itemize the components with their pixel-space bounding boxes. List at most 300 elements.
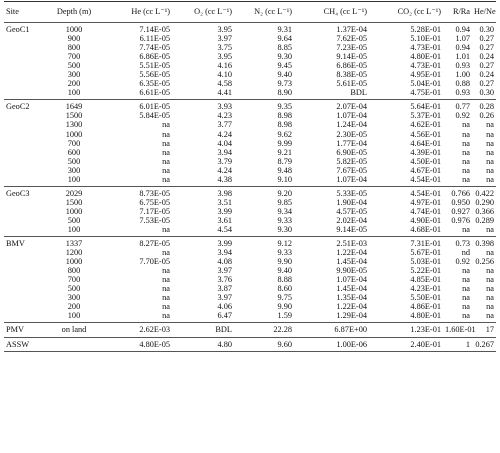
he-cell: 6.61E-05	[100, 88, 172, 100]
site-cell	[4, 216, 48, 225]
r-ra-cell: na	[462, 120, 470, 130]
site-cell	[4, 257, 48, 266]
he-ne-cell: 0.256	[475, 257, 494, 267]
he-cell: na	[162, 293, 170, 303]
o2-cell: 3.87	[217, 284, 232, 294]
n2-cell: 9.90	[277, 257, 292, 267]
co2-cell: 4.74E-01	[410, 206, 441, 216]
site-cell	[4, 293, 48, 302]
n2-cell: 8.90	[234, 88, 294, 100]
ch4-cell: 1.45E-04	[336, 257, 367, 267]
depth-cell: 200	[67, 302, 81, 312]
site-cell	[4, 266, 48, 275]
depth-cell: 1200	[65, 248, 83, 258]
he-ne-cell: 17	[472, 323, 496, 337]
he-cell: na	[162, 129, 170, 139]
n2-cell: 8.60	[277, 284, 292, 294]
depth-cell: 1337	[65, 239, 83, 249]
table-row	[4, 216, 496, 225]
n2-cell: 9.99	[277, 138, 292, 148]
n2-cell: 9.75	[277, 293, 292, 303]
ch4-cell: 1.24E-04	[336, 120, 367, 130]
site-cell	[4, 284, 48, 293]
table-row	[4, 175, 496, 187]
ch4-cell: 7.67E-05	[336, 165, 367, 175]
co2-cell: 5.28E-01	[410, 25, 441, 34]
he-ne-cell: 0.27	[479, 34, 494, 44]
ch4-cell: 1.77E-04	[336, 138, 367, 148]
r-ra-cell: 0.92	[455, 257, 470, 267]
n2-cell: 9.62	[277, 129, 292, 139]
o2-cell: 3.95	[217, 52, 232, 62]
site-cell	[4, 302, 48, 311]
site-cell	[4, 43, 48, 52]
o2-cell: 3.97	[217, 34, 232, 44]
r-ra-cell: 0.73	[455, 239, 470, 249]
depth-cell	[48, 337, 100, 351]
n2-cell: 8.98	[277, 111, 292, 121]
co2-cell: 5.22E-01	[410, 266, 441, 276]
he-ne-cell: 0.28	[479, 102, 494, 112]
depth-cell: 900	[67, 34, 81, 44]
gas-composition-table	[4, 1, 496, 352]
n2-cell: 9.30	[234, 225, 294, 237]
r-ra-cell: 0.927	[451, 206, 470, 216]
o2-cell: 6.47	[172, 311, 234, 323]
n2-cell: 8.98	[277, 120, 292, 130]
ch4-cell: 1.07E-04	[336, 111, 367, 121]
he-cell: 6.01E-05	[139, 102, 170, 112]
n2-cell: 22.28	[234, 323, 294, 337]
he-cell: 7.70E-05	[139, 257, 170, 267]
ch4-cell: 1.90E-04	[336, 197, 367, 207]
site-cell	[4, 157, 48, 166]
he-cell: 7.53E-05	[139, 215, 170, 225]
he-cell: na	[162, 302, 170, 312]
site-cell	[4, 311, 48, 323]
o2-cell: 4.54	[172, 225, 234, 237]
he-ne-cell: na	[486, 293, 494, 303]
site-cell	[4, 70, 48, 79]
site-cell	[4, 148, 48, 157]
r-ra-cell: 0.93	[455, 61, 470, 71]
depth-cell: 500	[67, 61, 81, 71]
he-ne-cell: 0.289	[475, 215, 494, 225]
o2-cell: 3.77	[217, 120, 232, 130]
table-row	[4, 148, 496, 157]
site-cell	[4, 275, 48, 284]
table-row	[4, 302, 496, 311]
co2-cell: 4.62E-01	[410, 120, 441, 130]
he-ne-cell: 0.24	[479, 52, 494, 62]
he-ne-cell: 0.27	[479, 43, 494, 53]
table-body	[4, 23, 496, 352]
n2-cell: 1.59	[234, 311, 294, 323]
table-row	[4, 139, 496, 148]
table-row	[4, 88, 496, 100]
depth-cell: 100	[48, 311, 100, 323]
header-he: He (cc L⁻¹)	[100, 2, 172, 23]
r-ra-cell: 0.94	[455, 43, 470, 53]
r-ra-cell: na	[462, 156, 470, 166]
site-cell	[4, 88, 48, 100]
depth-cell: 100	[48, 225, 100, 237]
n2-cell: 8.88	[277, 275, 292, 285]
he-ne-cell: na	[486, 165, 494, 175]
o2-cell: 4.80	[172, 337, 234, 351]
he-ne-cell: 0.30	[479, 25, 494, 34]
ch4-cell: 1.22E-04	[336, 302, 367, 312]
o2-cell: 4.16	[217, 61, 232, 71]
table-row	[4, 225, 496, 237]
co2-cell: 4.50E-01	[410, 156, 441, 166]
table-row	[4, 275, 496, 284]
co2-cell: 4.80E-01	[369, 311, 443, 323]
header-r-ra: R/Ra	[443, 2, 472, 23]
table-row	[4, 23, 496, 35]
co2-cell: 2.40E-01	[369, 337, 443, 351]
table-row	[4, 207, 496, 216]
site-cell: ASSW	[4, 337, 48, 351]
table-row	[4, 266, 496, 275]
he-ne-cell: na	[486, 156, 494, 166]
n2-cell: 9.31	[277, 25, 292, 34]
co2-cell: 7.31E-01	[410, 239, 441, 249]
table-row	[4, 337, 496, 351]
site-cell: PMV	[4, 323, 48, 337]
he-ne-cell: 0.24	[479, 70, 494, 80]
depth-cell: 500	[67, 156, 81, 166]
ch4-cell: BDL	[294, 88, 369, 100]
depth-cell: 1000	[65, 206, 83, 216]
depth-cell: 500	[67, 284, 81, 294]
ch4-cell: 6.86E-05	[336, 61, 367, 71]
o2-cell: 3.94	[217, 147, 232, 157]
o2-cell: 3.99	[217, 239, 232, 249]
he-cell: 8.27E-05	[139, 239, 170, 249]
co2-cell: 4.75E-01	[369, 88, 443, 100]
depth-cell: 200	[67, 79, 81, 89]
co2-cell: 5.37E-01	[410, 111, 441, 121]
table-row	[4, 323, 496, 337]
o2-cell: 3.95	[217, 25, 232, 34]
r-ra-cell: nd	[461, 248, 470, 258]
depth-cell: on land	[48, 323, 100, 337]
n2-cell: 9.10	[234, 175, 294, 187]
o2-cell: 4.06	[217, 302, 232, 312]
he-cell: na	[162, 156, 170, 166]
r-ra-cell: na	[462, 165, 470, 175]
table-row	[4, 70, 496, 79]
ch4-cell: 5.82E-05	[336, 156, 367, 166]
r-ra-cell: na	[462, 147, 470, 157]
o2-cell: 3.98	[217, 188, 232, 198]
depth-cell: 1000	[65, 257, 83, 267]
n2-cell: 9.12	[277, 239, 292, 249]
depth-cell: 800	[67, 43, 81, 53]
ch4-cell: 5.33E-05	[336, 188, 367, 198]
he-cell: na	[162, 120, 170, 130]
o2-cell: 4.08	[217, 257, 232, 267]
he-cell: na	[162, 266, 170, 276]
he-ne-cell: na	[472, 175, 496, 187]
he-cell: 6.75E-05	[139, 197, 170, 207]
co2-cell: 4.90E-01	[410, 215, 441, 225]
r-ra-cell: 1.01	[455, 52, 470, 62]
he-ne-cell: 0.366	[475, 206, 494, 216]
site-cell: GeoC2	[6, 102, 30, 112]
n2-cell: 9.34	[277, 206, 292, 216]
site-cell	[4, 34, 48, 43]
he-cell: na	[162, 248, 170, 258]
o2-cell: 3.94	[217, 248, 232, 258]
o2-cell: 4.24	[217, 165, 232, 175]
ch4-cell: 1.07E-04	[336, 275, 367, 285]
table-row	[4, 43, 496, 52]
header-depth: Depth (m)	[48, 2, 100, 23]
depth-cell: 600	[67, 147, 81, 157]
ch4-cell: 1.22E-04	[336, 248, 367, 258]
site-cell	[4, 198, 48, 207]
he-cell: 6.86E-05	[139, 52, 170, 62]
o2-cell: 3.79	[217, 156, 232, 166]
table-row	[4, 111, 496, 120]
he-cell: na	[100, 311, 172, 323]
ch4-cell: 4.57E-05	[336, 206, 367, 216]
depth-cell: 800	[67, 266, 81, 276]
r-ra-cell: 1.07	[455, 34, 470, 44]
he-cell: 5.84E-05	[139, 111, 170, 121]
o2-cell: 3.61	[217, 215, 232, 225]
ch4-cell: 1.37E-04	[336, 25, 367, 34]
ch4-cell: 2.51E-03	[336, 239, 367, 249]
co2-cell: 4.86E-01	[410, 302, 441, 312]
he-ne-cell: na	[472, 311, 496, 323]
he-ne-cell: 0.290	[475, 197, 494, 207]
n2-cell: 9.40	[277, 266, 292, 276]
depth-cell: 300	[67, 165, 81, 175]
site-cell	[4, 175, 48, 187]
table-row	[4, 157, 496, 166]
n2-cell: 9.33	[277, 248, 292, 258]
he-cell: 6.35E-05	[139, 79, 170, 89]
o2-cell: 3.93	[217, 102, 232, 112]
r-ra-cell: 0.976	[451, 215, 470, 225]
he-ne-cell: na	[486, 120, 494, 130]
depth-cell: 1000	[65, 25, 83, 34]
he-cell: 7.74E-05	[139, 43, 170, 53]
site-cell: GeoC3	[6, 188, 30, 198]
table-row	[4, 34, 496, 43]
n2-cell: 9.85	[277, 197, 292, 207]
site-cell: GeoC1	[6, 25, 30, 34]
depth-cell: 2029	[65, 188, 83, 198]
co2-cell: 4.67E-01	[410, 165, 441, 175]
he-cell: na	[162, 138, 170, 148]
he-ne-cell: na	[486, 302, 494, 312]
n2-cell: 8.79	[277, 156, 292, 166]
n2-cell: 9.45	[277, 61, 292, 71]
table-row	[4, 120, 496, 129]
table-row	[4, 186, 496, 198]
he-cell: 2.62E-03	[100, 323, 172, 337]
ch4-cell: 9.90E-05	[336, 266, 367, 276]
table-row	[4, 52, 496, 61]
he-ne-cell: 0.26	[479, 111, 494, 121]
r-ra-cell: 0.766	[451, 188, 470, 198]
table-row	[4, 100, 496, 112]
table-row	[4, 237, 496, 249]
site-cell	[4, 166, 48, 175]
co2-cell: 4.80E-01	[410, 52, 441, 62]
o2-cell: 4.23	[217, 111, 232, 121]
co2-cell: 4.54E-01	[369, 175, 443, 187]
site-cell	[4, 111, 48, 120]
ch4-cell: 5.61E-05	[336, 79, 367, 89]
o2-cell: 4.10	[217, 70, 232, 80]
n2-cell: 9.35	[277, 102, 292, 112]
r-ra-cell: 0.88	[455, 79, 470, 89]
table-row	[4, 61, 496, 70]
ch4-cell: 1.35E-04	[336, 293, 367, 303]
o2-cell: 3.76	[217, 275, 232, 285]
table-row	[4, 284, 496, 293]
r-ra-cell: na	[443, 225, 472, 237]
header-ch4: CH₄ (cc L⁻¹)	[294, 2, 369, 23]
n2-cell: 8.85	[277, 43, 292, 53]
co2-cell: 4.56E-01	[410, 129, 441, 139]
site-cell	[4, 52, 48, 61]
site-cell	[4, 79, 48, 88]
ch4-cell: 9.14E-05	[336, 52, 367, 62]
ch4-cell: 1.45E-04	[336, 284, 367, 294]
he-ne-cell: 0.422	[475, 188, 494, 198]
r-ra-cell: 0.94	[455, 25, 470, 34]
n2-cell: 9.73	[277, 79, 292, 89]
ch4-cell: 9.14E-05	[294, 225, 369, 237]
he-cell: 8.73E-05	[139, 188, 170, 198]
r-ra-cell: na	[462, 284, 470, 294]
he-cell: 4.80E-05	[100, 337, 172, 351]
depth-cell: 700	[67, 138, 81, 148]
depth-cell: 1500	[65, 197, 83, 207]
r-ra-cell: 1.60E-01	[443, 323, 472, 337]
site-cell: BMV	[6, 239, 25, 249]
o2-cell: 3.99	[217, 206, 232, 216]
co2-cell: 5.03E-01	[410, 257, 441, 267]
o2-cell: 3.51	[217, 197, 232, 207]
ch4-cell: 1.29E-04	[294, 311, 369, 323]
he-ne-cell: na	[486, 138, 494, 148]
table-row	[4, 311, 496, 323]
r-ra-cell: 0.950	[451, 197, 470, 207]
site-cell	[4, 130, 48, 139]
he-cell: 5.56E-05	[139, 70, 170, 80]
n2-cell: 9.30	[277, 52, 292, 62]
he-ne-cell: na	[486, 275, 494, 285]
r-ra-cell: na	[462, 129, 470, 139]
o2-cell: 4.24	[217, 129, 232, 139]
r-ra-cell: na	[443, 311, 472, 323]
he-cell: 6.11E-05	[139, 34, 170, 44]
depth-cell: 700	[67, 52, 81, 62]
site-cell	[4, 120, 48, 129]
r-ra-cell: na	[462, 138, 470, 148]
co2-cell: 4.64E-01	[410, 138, 441, 148]
he-ne-cell: 0.27	[479, 79, 494, 89]
depth-cell: 1000	[65, 129, 83, 139]
he-ne-cell: na	[486, 284, 494, 294]
ch4-cell: 6.87E+00	[294, 323, 369, 337]
depth-cell: 1649	[65, 102, 83, 112]
header-o2: O₂ (cc L⁻¹)	[172, 2, 234, 23]
he-cell: na	[100, 225, 172, 237]
o2-cell: 4.41	[172, 88, 234, 100]
table-row	[4, 130, 496, 139]
o2-cell: BDL	[172, 323, 234, 337]
table-row	[4, 257, 496, 266]
ch4-cell: 6.90E-05	[336, 147, 367, 157]
n2-cell: 9.90	[277, 302, 292, 312]
he-ne-cell: 0.398	[475, 239, 494, 249]
ch4-cell: 1.00E-06	[294, 337, 369, 351]
n2-cell: 9.48	[277, 165, 292, 175]
table-row	[4, 248, 496, 257]
co2-cell: 4.97E-01	[410, 197, 441, 207]
co2-cell: 5.67E-01	[410, 248, 441, 258]
table-row	[4, 198, 496, 207]
co2-cell: 4.68E-01	[369, 225, 443, 237]
header-n2: N₂ (cc L⁻¹)	[234, 2, 294, 23]
n2-cell: 9.64	[277, 34, 292, 44]
depth-cell: 1500	[65, 111, 83, 121]
n2-cell: 9.60	[234, 337, 294, 351]
table-row	[4, 293, 496, 302]
ch4-cell: 7.62E-05	[336, 34, 367, 44]
he-ne-cell: 0.27	[479, 61, 494, 71]
o2-cell: 4.04	[217, 138, 232, 148]
n2-cell: 9.20	[277, 188, 292, 198]
co2-cell: 1.23E-01	[369, 323, 443, 337]
r-ra-cell: 0.92	[455, 111, 470, 121]
ch4-cell: 2.02E-04	[336, 215, 367, 225]
co2-cell: 4.73E-01	[410, 61, 441, 71]
header-he-ne: He/Ne	[472, 2, 496, 23]
r-ra-cell: na	[462, 275, 470, 285]
r-ra-cell: na	[462, 266, 470, 276]
r-ra-cell: 1	[443, 337, 472, 351]
depth-cell: 100	[48, 88, 100, 100]
site-cell	[4, 139, 48, 148]
he-ne-cell: na	[472, 225, 496, 237]
co2-cell: 4.39E-01	[410, 147, 441, 157]
site-cell	[4, 225, 48, 237]
n2-cell: 9.40	[277, 70, 292, 80]
he-cell: na	[162, 165, 170, 175]
n2-cell: 9.21	[277, 147, 292, 157]
depth-cell: 700	[67, 275, 81, 285]
r-ra-cell: na	[462, 293, 470, 303]
he-ne-cell: 0.30	[472, 88, 496, 100]
he-cell: 7.17E-05	[139, 206, 170, 216]
r-ra-cell: 0.77	[455, 102, 470, 112]
site-cell	[4, 207, 48, 216]
co2-cell: 5.50E-01	[410, 293, 441, 303]
site-cell	[4, 248, 48, 257]
o2-cell: 4.58	[217, 79, 232, 89]
he-ne-cell: 0.267	[472, 337, 496, 351]
ch4-cell: 7.23E-05	[336, 43, 367, 53]
